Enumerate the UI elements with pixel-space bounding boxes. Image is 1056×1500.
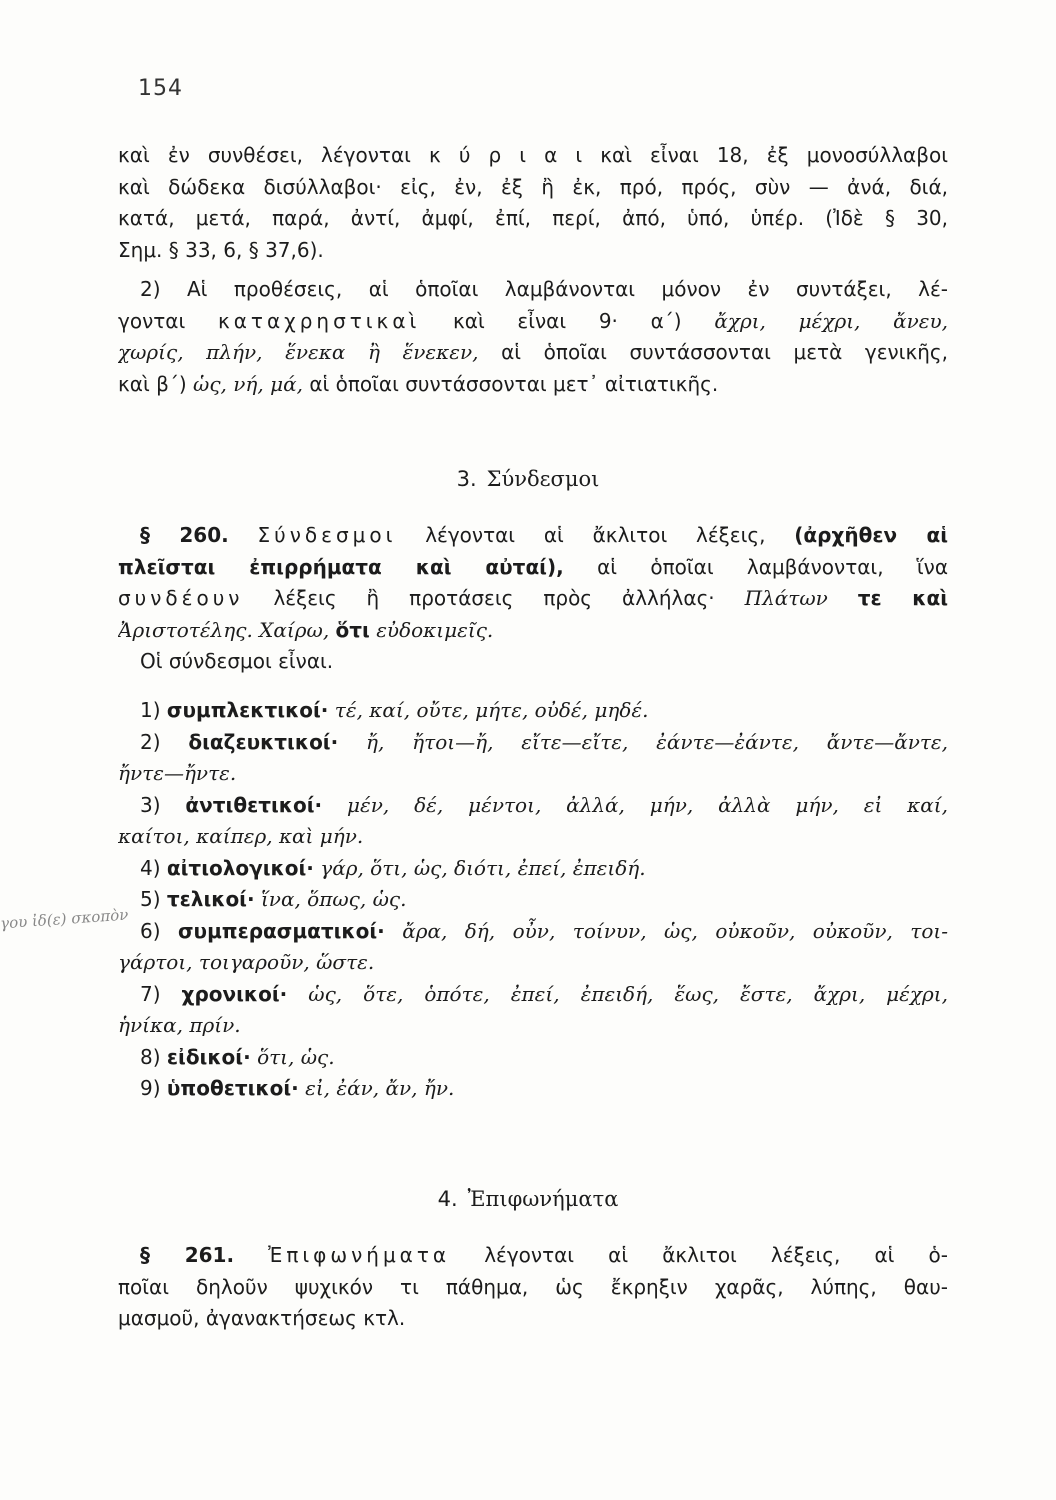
- example-italic: ἄχρι, μέχρι, ἄνευ,: [714, 308, 948, 333]
- text-span: αἱ ὁποῖαι συντάσσονται μετὰ γενικῆς,: [501, 340, 948, 364]
- text-line: καὶ δώδεκα δισύλλαβοι· εἰς, ἐν, ἐξ ἢ ἐκ, πρό, πρός, σὺν — ἀνά, διά,: [118, 174, 948, 199]
- example-italic: χωρίς, πλήν, ἕνεκα ἢ ἕνεκεν,: [118, 340, 479, 364]
- paragraph-number: § 260.: [140, 523, 229, 547]
- paragraph-260: [118, 520, 948, 678]
- item-number: 3): [140, 792, 161, 817]
- text-span: αἱ ὁποῖαι λαμβάνονται, ἵνα: [597, 554, 948, 579]
- item-number: 9): [140, 1076, 161, 1100]
- list-item: [118, 853, 948, 885]
- text-span: λέξεις ἢ προτάσεις πρὸς ἀλλήλας·: [273, 586, 715, 610]
- item-number: 2): [140, 729, 161, 754]
- item-examples: ἤ, ἤτοι—ἤ, εἴτε—εἴτε, ἐάντε—ἐάντε, ἄντε—ἄντε,: [366, 729, 948, 754]
- section-title: Σύνδεσμοι: [486, 467, 600, 491]
- item-examples: ὅτι, ὡς.: [257, 1044, 335, 1069]
- item-term: τελικοί·: [166, 887, 255, 911]
- item-examples: ὡς, ὅτε, ὁπότε, ἐπεί, ἐπειδή, ἕως, ἔστε, ἄχρι, μέχρι,: [308, 981, 948, 1006]
- example-italic: Ἀριστοτέλης. Χαίρω,: [118, 617, 330, 642]
- item-term: χρονικοί·: [181, 981, 288, 1006]
- item-number: 6): [140, 918, 161, 943]
- list-item: [118, 790, 948, 822]
- text-line: καὶ ἐν συνθέσει, λέγονται κ ύ ρ ι α ι καὶ εἶναι 18, ἐξ μονοσύλλαβοι: [118, 143, 948, 167]
- item-examples: μέν, δέ, μέντοι, ἀλλά, μήν, ἀλλὰ μήν, εἰ καί,: [346, 792, 948, 817]
- text-line: ποῖαι δηλοῦν ψυχικόν τι πάθημα, ὡς ἔκρηξιν χαρᾶς, λύπης, θαυ-: [118, 1274, 948, 1299]
- item-number: 4): [140, 855, 161, 880]
- text-line: μασμοῦ, ἀγανακτήσεως κτλ.: [118, 1306, 406, 1330]
- list-item: [118, 916, 948, 948]
- paragraph-261: [118, 1240, 948, 1335]
- item-term: αἰτιολογικοί·: [166, 855, 314, 880]
- text-bold: τε καὶ: [857, 586, 948, 610]
- text-line: [118, 583, 948, 615]
- term-spaced: καταχρηστικαὶ: [217, 308, 421, 333]
- term-spaced: Σύνδεσμοι: [257, 523, 397, 547]
- item-number: 1): [140, 698, 161, 722]
- list-item: [118, 727, 948, 759]
- item-term: διαζευκτικοί·: [188, 729, 339, 754]
- example-italic: Πλάτων: [744, 586, 828, 610]
- text-bold: πλεῖσται ἐπιρρήματα καὶ αὐταί),: [118, 554, 564, 579]
- paragraph-prepositions-proper: [118, 140, 948, 266]
- list-item-continuation: καίτοι, καίπερ, καὶ μήν.: [118, 824, 364, 848]
- text-bold: (ἀρχῆθεν αἱ: [794, 523, 948, 547]
- text-line: [118, 520, 948, 552]
- text-line: [118, 337, 948, 369]
- item-term: εἰδικοί·: [166, 1044, 251, 1069]
- text-line: κατά, μετά, παρά, ἀντί, ἀμφί, ἐπί, περί, ἀπό, ὑπό, ὑπέρ. (Ἰδὲ § 30,: [118, 206, 948, 230]
- item-number: 5): [140, 887, 161, 911]
- text-span: λέγονται αἱ ἄκλιτοι λέξεις,: [425, 523, 766, 547]
- item-examples: τέ, καί, οὔτε, μήτε, οὐδέ, μηδέ.: [334, 698, 649, 722]
- section-title: Ἐπιφωνήματα: [467, 1187, 619, 1211]
- section-heading-conjunctions: [0, 467, 1056, 491]
- list-item: [118, 695, 948, 727]
- text-span: αἱ ὁποῖαι συντάσσονται μετ᾽ αἰτιατικῆς.: [309, 371, 719, 396]
- text-span: λέγονται αἱ ἄκλιτοι λέξεις, αἱ ὁ-: [484, 1243, 948, 1267]
- item-examples: ἄρα, δή, οὖν, τοίνυν, ὡς, οὐκοῦν, οὐκοῦν, τοι-: [402, 918, 948, 943]
- list-item: [118, 1042, 948, 1074]
- text-line: [118, 369, 948, 401]
- paragraph-number: § 261.: [140, 1243, 235, 1267]
- text-span: καὶ εἶναι 9· α΄): [453, 308, 682, 333]
- item-examples: ἵνα, ὅπως, ὡς.: [260, 887, 407, 911]
- item-number: 8): [140, 1044, 161, 1069]
- list-item: [118, 979, 948, 1011]
- text-line: [118, 615, 948, 647]
- item-term: ἀντιθετικοί·: [185, 792, 323, 817]
- list-item-continuation: γάρτοι, τοιγαροῦν, ὥστε.: [118, 950, 375, 974]
- item-examples: εἰ, ἐάν, ἄν, ἤν.: [305, 1076, 455, 1100]
- term-spaced: Ἐπιφωνήματα: [268, 1243, 451, 1267]
- text-line: [118, 306, 948, 338]
- handwritten-margin-note: γου ἰδ(ε) σκοπὸν: [0, 905, 129, 933]
- term-spaced: συνδέουν: [118, 586, 244, 610]
- text-span: γονται: [118, 308, 186, 333]
- list-item-continuation: ἤντε—ἤντε.: [118, 761, 237, 785]
- example-italic: εὐδοκιμεῖς.: [376, 617, 494, 642]
- section-heading-interjections: [0, 1187, 1056, 1211]
- section-number: 4.: [437, 1187, 458, 1211]
- item-examples: γάρ, ὅτι, ὡς, διότι, ἐπεί, ἐπειδή.: [320, 855, 646, 880]
- text-line: [118, 1240, 948, 1272]
- item-term: ὑποθετικοί·: [166, 1076, 299, 1100]
- text-span: καὶ β΄): [118, 371, 187, 396]
- example-italic: ὡς, νή, μά,: [193, 371, 303, 396]
- item-number: 7): [140, 981, 161, 1006]
- text-line: 2) Αἱ προθέσεις, αἱ ὁποῖαι λαμβάνονται μόνον ἐν συντάξει, λέ-: [140, 277, 948, 301]
- item-term: συμπερασματικοί·: [177, 918, 385, 943]
- text-line: [118, 552, 948, 584]
- item-term: συμπλεκτικοί·: [166, 698, 329, 722]
- text-line: Οἱ σύνδεσμοι εἶναι.: [140, 649, 334, 673]
- list-item: [118, 1073, 948, 1105]
- page-number: 154: [138, 76, 183, 101]
- paragraph-improper-prepositions: [118, 274, 948, 400]
- text-line: Σημ. § 33, 6, § 37,6).: [118, 237, 324, 262]
- section-number: 3.: [456, 467, 477, 491]
- list-item-continuation: ἡνίκα, πρίν.: [118, 1013, 241, 1037]
- list-item: [118, 884, 948, 916]
- conjunction-list: [118, 695, 948, 1105]
- text-bold: ὅτι: [335, 617, 370, 642]
